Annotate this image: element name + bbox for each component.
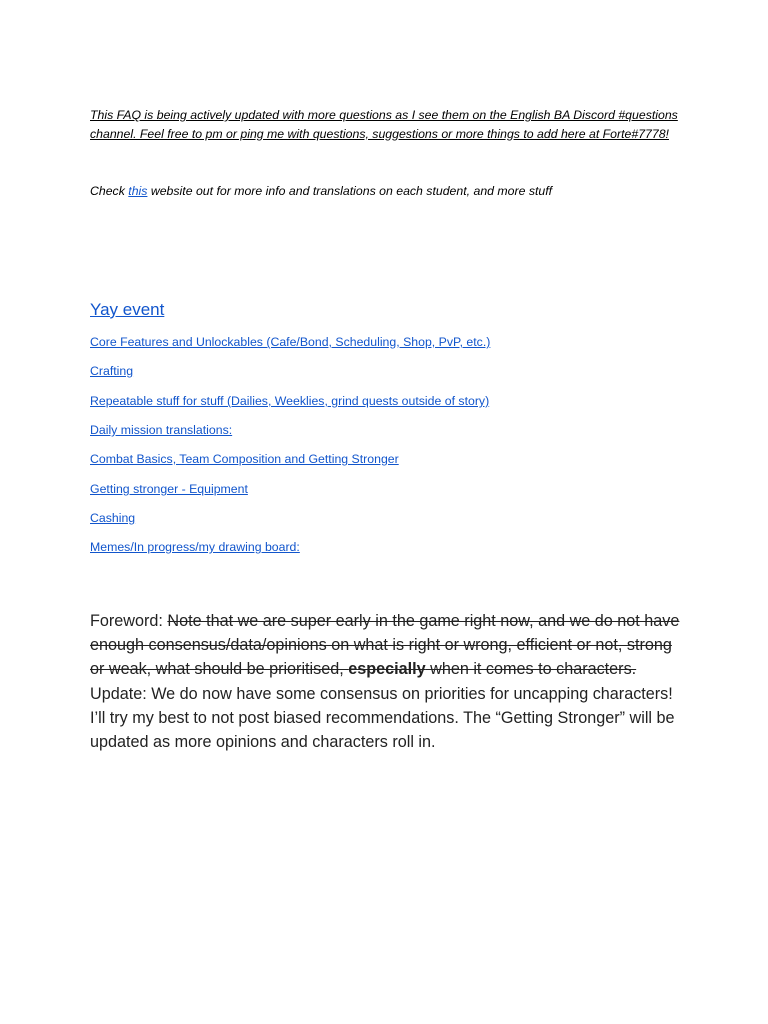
faq-update-notice: This FAQ is being actively updated with more questions as I see them on the English BA Discord #questions channel. Feel free to pm or ping me with questions, suggestions or more things to add here at Forte#7778!: [90, 108, 678, 141]
toc-link-daily-mission-translations[interactable]: Daily mission translations:: [90, 423, 233, 437]
check-prefix: Check: [90, 184, 129, 198]
update-note: Update: We do now have some consensus on priorities for uncapping characters! I’ll try my best to not post biased recommendations. The “Getting Stronger” will be updated as more opinions and characters roll in.: [90, 684, 675, 752]
toc-link-crafting[interactable]: Crafting: [90, 364, 134, 378]
check-suffix: website out for more info and translations on each student, and more stuff: [147, 184, 553, 198]
check-website-line: [90, 182, 690, 201]
foreword-label: Foreword:: [90, 612, 168, 630]
outdated-note-part1: Note that we are super early in the game right now, and we do not have enough consensus/data/opinions on what is right or wrong, efficient or not, strong or weak, what should be prioritised,: [90, 612, 680, 679]
toc-link-repeatable-stuff[interactable]: Repeatable stuff for stuff (Dailies, Weeklies, grind quests outside of story): [90, 394, 490, 408]
foreword-paragraph: [90, 609, 690, 754]
toc-link-memes[interactable]: Memes/In progress/my drawing board:: [90, 540, 300, 554]
outdated-note-emphasis: especially: [348, 660, 426, 679]
toc-link-core-features[interactable]: Core Features and Unlockables (Cafe/Bond, Scheduling, Shop, PvP, etc.): [90, 335, 491, 349]
website-link[interactable]: this: [128, 184, 148, 198]
toc-heading-link[interactable]: Yay event: [90, 300, 165, 319]
outdated-note-part2: when it comes to characters.: [425, 660, 637, 679]
toc-link-equipment[interactable]: Getting stronger - Equipment: [90, 482, 248, 496]
toc-link-cashing[interactable]: Cashing: [90, 511, 136, 525]
toc-link-combat-basics[interactable]: Combat Basics, Team Composition and Getting Stronger: [90, 452, 399, 466]
